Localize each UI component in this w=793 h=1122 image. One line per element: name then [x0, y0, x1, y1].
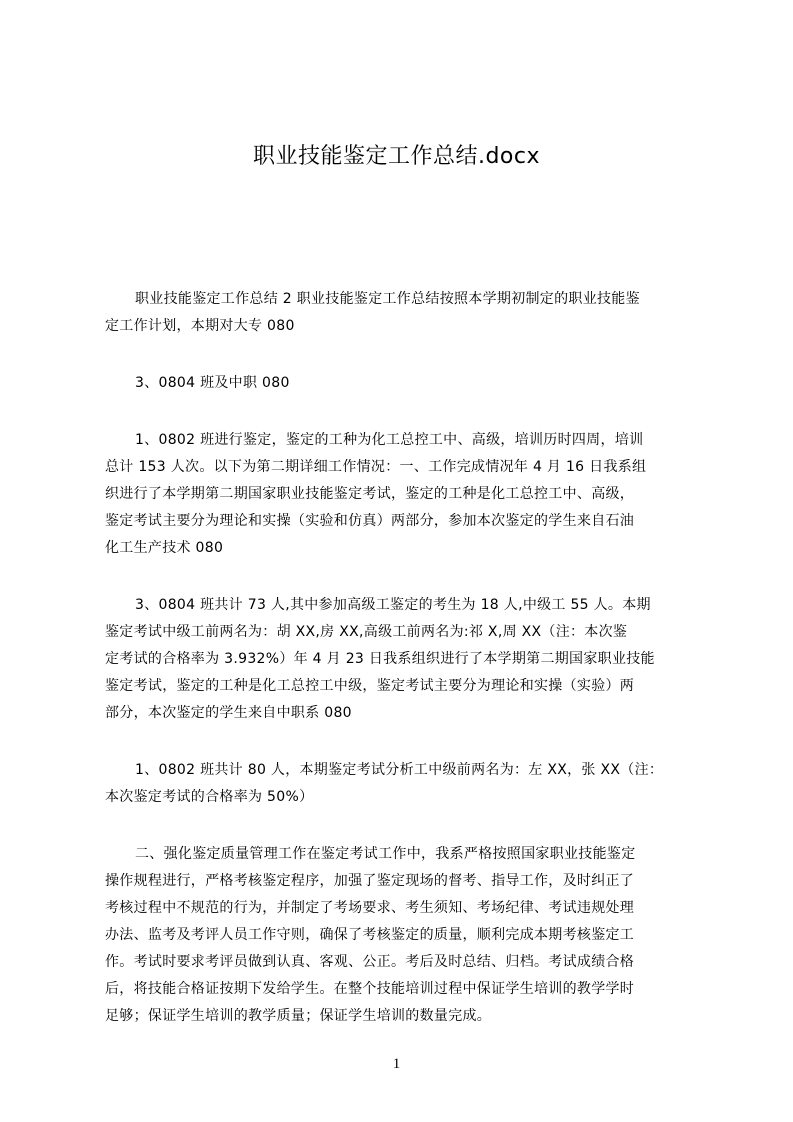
paragraph-line: 1、0802 班共计 80 人，本期鉴定考试分析工中级前两名为：左 XX，张 XX（注：: [135, 762, 664, 778]
paragraph-line: 鉴定考试中级工前两名为：胡 XX,房 XX,高级工前两名为:祁 X,周 XX（注：本次鉴: [105, 624, 628, 640]
paragraph-line: 足够；保证学生培训的教学质量；保证学生培训的数量完成。: [105, 1008, 492, 1024]
paragraph-line: 鉴定考试，鉴定的工种是化工总控工中级，鉴定考试主要分为理论和实操（实验）两: [105, 678, 635, 694]
paragraph-line: 化工生产技术 080: [105, 540, 224, 556]
paragraph-line: 作。考试时要求考评员做到认真、客观、公正。考后及时总结、归档。考试成绩合格: [105, 954, 635, 970]
paragraph-quality-management: [105, 841, 698, 1030]
paragraph-line: 1、0802 班进行鉴定，鉴定的工种为化工总控工中、高级，培训历时四周，培训: [135, 432, 644, 448]
paragraph-line: 3、0804 班共计 73 人,其中参加高级工鉴定的考生为 18 人,中级工 55 人。本期: [135, 597, 651, 613]
paragraph-line: 3、0804 班及中职 080: [135, 375, 290, 391]
paragraph-line: 操作规程进行，严格考核鉴定程序，加强了鉴定现场的督考、指导工作，及时纠正了: [105, 873, 635, 889]
paragraph-line: 二、强化鉴定质量管理工作在鉴定考试工作中，我系严格按照国家职业技能鉴定: [135, 846, 636, 862]
page-number: 1: [392, 1056, 401, 1072]
paragraph-line: 职业技能鉴定工作总结 2 职业技能鉴定工作总结按照本学期初制定的职业技能鉴: [135, 291, 640, 307]
document-title: 职业技能鉴定工作总结.docx: [252, 144, 541, 169]
paragraph-line: 定工作计划，本期对大专 080: [105, 318, 295, 334]
paragraph-class-0804-results: [105, 592, 698, 727]
paragraph-intro: [105, 286, 698, 340]
document-body: [105, 286, 698, 1060]
paragraph-line: 鉴定考试主要分为理论和实操（实验和仿真）两部分，参加本次鉴定的学生来自石油: [105, 513, 635, 529]
paragraph-line: 办法、监考及考评人员工作守则，确保了考核鉴定的质量，顺利完成本期考核鉴定工: [105, 927, 635, 943]
paragraph-line: 后，将技能合格证按期下发给学生。在整个技能培训过程中保证学生培训的教学学时: [105, 981, 635, 997]
paragraph-line: 总计 153 人次。以下为第二期详细工作情况：一、工作完成情况年 4 月 16 日我系组: [105, 459, 647, 475]
paragraph-line: 部分，本次鉴定的学生来自中职系 080: [105, 705, 352, 721]
paragraph-class-0802-results: [105, 757, 698, 811]
paragraph-line: 定考试的合格率为 3.932%）年 4 月 23 日我系组织进行了本学期第二期国家职业技能: [105, 651, 655, 667]
paragraph-first-session: [105, 427, 698, 562]
paragraph-line: 考核过程中不规范的行为，并制定了考场要求、考生须知、考场纪律、考试违规处理: [105, 900, 635, 916]
paragraph-line: 织进行了本学期第二期国家职业技能鉴定考试，鉴定的工种是化工总控工中、高级，: [105, 486, 635, 502]
paragraph-line: 本次鉴定考试的合格率为 50%）: [105, 789, 314, 805]
paragraph-class-list: [105, 370, 698, 397]
